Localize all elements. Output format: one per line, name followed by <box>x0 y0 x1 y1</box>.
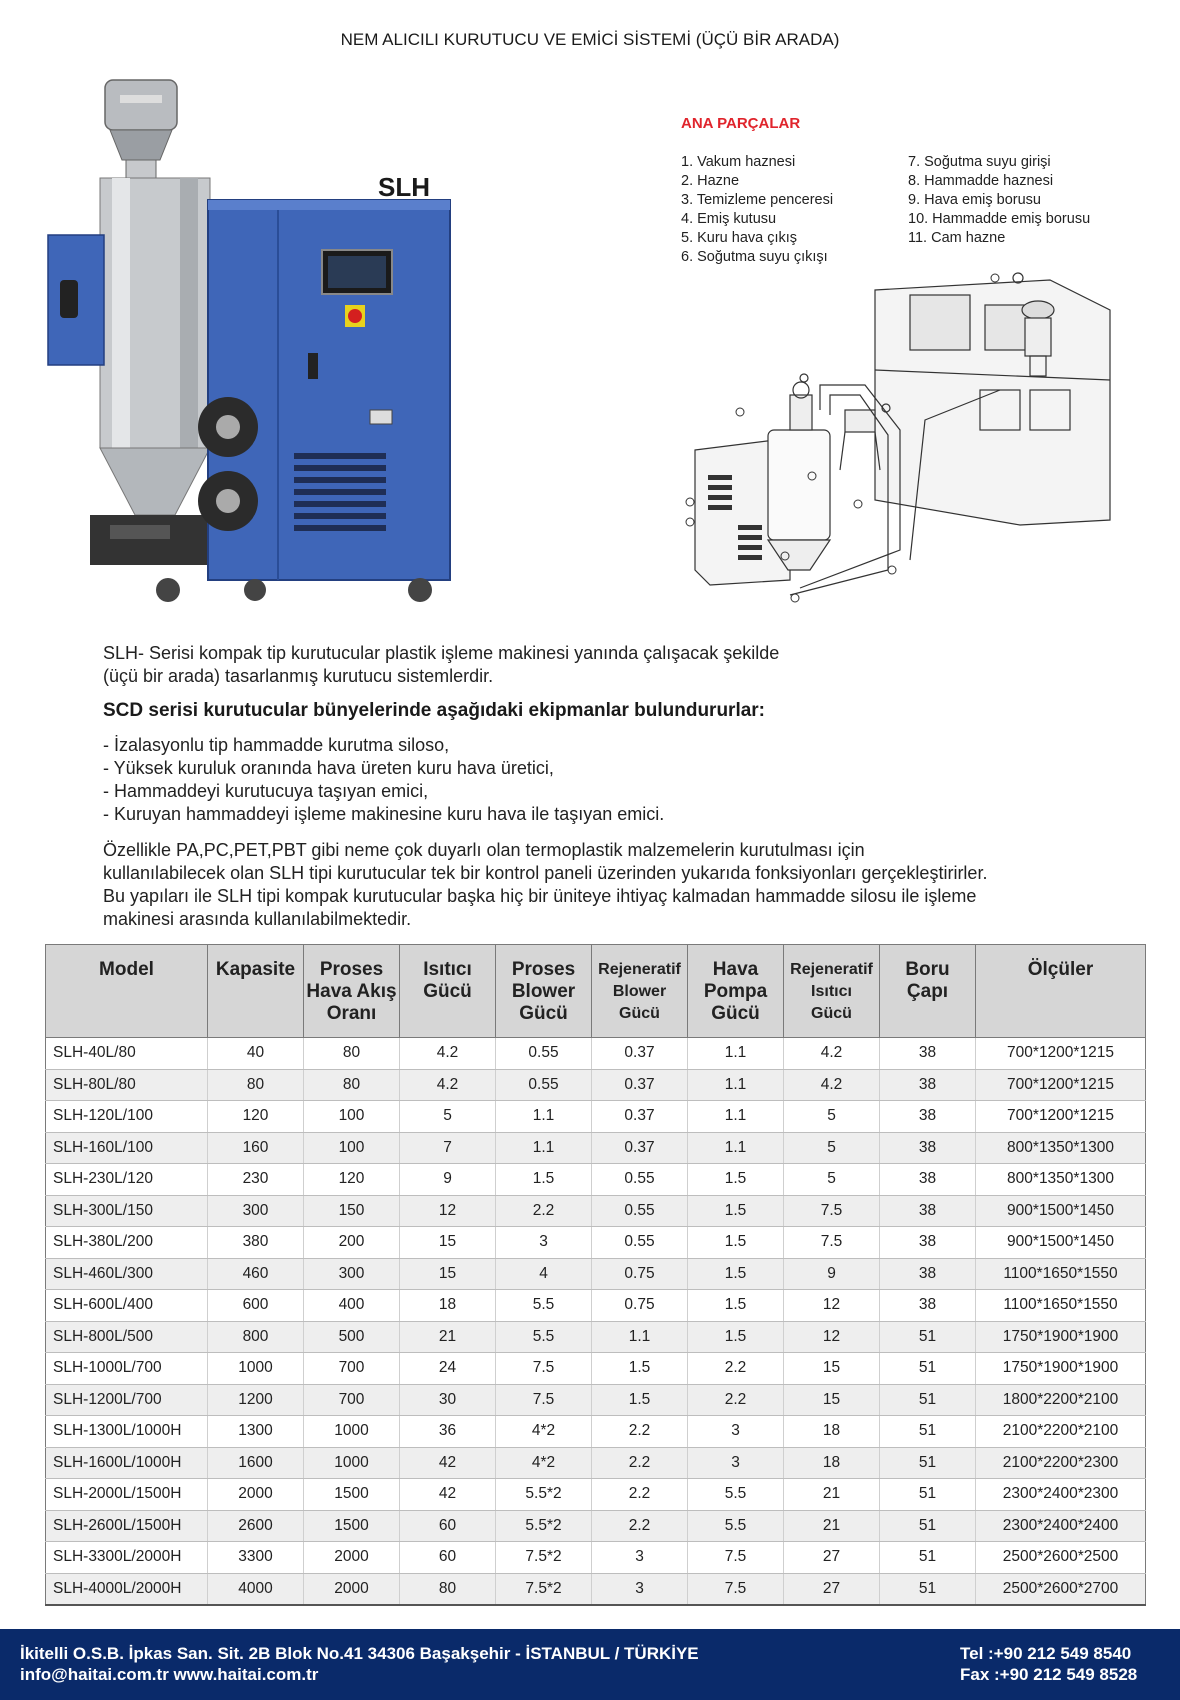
table-cell: SLH-40L/80 <box>46 1038 208 1070</box>
table-cell: 230 <box>208 1164 304 1196</box>
column-header: Model <box>46 945 208 1038</box>
table-cell: 1.1 <box>688 1101 784 1133</box>
list-item: - Kuruyan hammaddeyi işleme makinesine kuru hava ile taşıyan emici. <box>103 804 665 824</box>
table-cell: 7.5*2 <box>496 1542 592 1574</box>
table-row <box>46 1447 1146 1479</box>
table-cell: 0.75 <box>592 1258 688 1290</box>
table-cell: SLH-1000L/700 <box>46 1353 208 1385</box>
table-cell: 4*2 <box>496 1447 592 1479</box>
table-cell: 80 <box>304 1069 400 1101</box>
table-cell: 51 <box>880 1510 976 1542</box>
table-row <box>46 1479 1146 1511</box>
table-cell: 100 <box>304 1132 400 1164</box>
table-cell: 4*2 <box>496 1416 592 1448</box>
footer <box>0 1629 1180 1700</box>
table-cell: 80 <box>304 1038 400 1070</box>
table-cell: 7.5 <box>688 1573 784 1605</box>
table-cell: 7.5 <box>496 1384 592 1416</box>
table-row <box>46 1290 1146 1322</box>
part-item: 11. Cam hazne <box>908 230 1006 246</box>
intro-text: SLH- Serisi kompak tip kurutucular plastik işleme makinesi yanında çalışacak şekilde (üçü bir arada) tasarlanmış kurutucu sistemlerdir. <box>103 643 780 686</box>
table-cell: 21 <box>400 1321 496 1353</box>
part-item: 7. Soğutma suyu girişi <box>908 154 1051 170</box>
table-cell: 51 <box>880 1447 976 1479</box>
table-cell: SLH-4000L/2000H <box>46 1573 208 1605</box>
table-cell: 80 <box>400 1573 496 1605</box>
table-cell: 1.5 <box>688 1321 784 1353</box>
table-cell: 7.5 <box>784 1195 880 1227</box>
table-cell: 380 <box>208 1227 304 1259</box>
part-item: 4. Emiş kutusu <box>681 211 777 227</box>
table-cell: 2100*2200*2300 <box>976 1447 1146 1479</box>
table-cell: SLH-120L/100 <box>46 1101 208 1133</box>
equipment-list <box>103 734 1103 826</box>
column-header: Ölçüler <box>976 945 1146 1038</box>
table-cell: 24 <box>400 1353 496 1385</box>
table-cell: 36 <box>400 1416 496 1448</box>
table-cell: 0.75 <box>592 1290 688 1322</box>
part-item: 6. Soğutma suyu çıkışı <box>681 249 828 265</box>
product-photo <box>40 65 480 615</box>
table-cell: 5 <box>784 1132 880 1164</box>
table-cell: 5.5*2 <box>496 1479 592 1511</box>
page-title: NEM ALICILI KURUTUCU VE EMİCİ SİSTEMİ (ÜÇÜ BİR ARADA) <box>340 30 840 49</box>
table-cell: 2500*2600*2500 <box>976 1542 1146 1574</box>
table-cell: 0.55 <box>592 1227 688 1259</box>
table-cell: 4 <box>496 1258 592 1290</box>
table-cell: 38 <box>880 1227 976 1259</box>
part-item: 5. Kuru hava çıkış <box>681 230 798 246</box>
table-cell: 5.5 <box>496 1321 592 1353</box>
table-cell: 0.55 <box>592 1164 688 1196</box>
table-cell: 3 <box>688 1416 784 1448</box>
table-cell: 120 <box>304 1164 400 1196</box>
table-cell: 18 <box>784 1416 880 1448</box>
table-cell: 27 <box>784 1542 880 1574</box>
table-cell: 21 <box>784 1479 880 1511</box>
table-cell: 3300 <box>208 1542 304 1574</box>
table-row <box>46 1510 1146 1542</box>
table-cell: 0.37 <box>592 1069 688 1101</box>
table-cell: 900*1500*1450 <box>976 1195 1146 1227</box>
table-row <box>46 1353 1146 1385</box>
table-cell: 7.5*2 <box>496 1573 592 1605</box>
table-cell: SLH-800L/500 <box>46 1321 208 1353</box>
table-cell: 1300 <box>208 1416 304 1448</box>
table-cell: 5.5 <box>688 1479 784 1511</box>
table-cell: 18 <box>784 1447 880 1479</box>
table-cell: 12 <box>400 1195 496 1227</box>
table-cell: 1750*1900*1900 <box>976 1353 1146 1385</box>
table-cell: 2.2 <box>688 1384 784 1416</box>
table-cell: 3 <box>496 1227 592 1259</box>
table-cell: 4.2 <box>784 1038 880 1070</box>
table-cell: 1100*1650*1550 <box>976 1258 1146 1290</box>
table-cell: 1000 <box>208 1353 304 1385</box>
table-cell: 1750*1900*1900 <box>976 1321 1146 1353</box>
table-cell: 700*1200*1215 <box>976 1069 1146 1101</box>
table-cell: SLH-460L/300 <box>46 1258 208 1290</box>
table-cell: 2.2 <box>688 1353 784 1385</box>
table-cell: 800 <box>208 1321 304 1353</box>
table-cell: 700*1200*1215 <box>976 1038 1146 1070</box>
table-cell: 51 <box>880 1384 976 1416</box>
table-cell: 2.2 <box>496 1195 592 1227</box>
table-cell: 160 <box>208 1132 304 1164</box>
column-header: Proses Blower Gücü <box>496 945 592 1038</box>
column-header: Hava Pompa Gücü <box>688 945 784 1038</box>
table-row <box>46 1101 1146 1133</box>
table-cell: 12 <box>784 1290 880 1322</box>
table-cell: 4.2 <box>784 1069 880 1101</box>
table-cell: 1.1 <box>496 1101 592 1133</box>
table-cell: SLH-300L/150 <box>46 1195 208 1227</box>
table-cell: 9 <box>784 1258 880 1290</box>
table-cell: 0.37 <box>592 1101 688 1133</box>
table-cell: SLH-600L/400 <box>46 1290 208 1322</box>
table-row <box>46 1038 1146 1070</box>
table-row <box>46 1258 1146 1290</box>
table-cell: 2300*2400*2400 <box>976 1510 1146 1542</box>
detail-text: Özellikle PA,PC,PET,PBT gibi neme çok duyarlı olan termoplastik malzemelerin kurutulması için kullanılabilecek olan SLH tipi kurutucular tek bir kontrol paneli üzerinden yukarıda fonksiyonları gerçekleştirirler. Bu yapıları ile SLH tipi kompak kurutucular başka hiç bir üniteye ihtiyaç kalmadan hammadde silosu ile işleme makinesi arasında kullanılabilmektedir. <box>103 840 988 929</box>
table-cell: 15 <box>400 1227 496 1259</box>
table-cell: 5 <box>784 1101 880 1133</box>
table-cell: 15 <box>784 1384 880 1416</box>
table-cell: 1500 <box>304 1510 400 1542</box>
table-cell: 2000 <box>208 1479 304 1511</box>
table-cell: 1.1 <box>496 1132 592 1164</box>
table-cell: SLH-160L/100 <box>46 1132 208 1164</box>
table-cell: 51 <box>880 1479 976 1511</box>
table-cell: 7.5 <box>784 1227 880 1259</box>
table-cell: 42 <box>400 1447 496 1479</box>
table-cell: 15 <box>784 1353 880 1385</box>
parts-list-1 <box>681 153 833 267</box>
table-cell: 51 <box>880 1573 976 1605</box>
table-cell: 15 <box>400 1258 496 1290</box>
table-cell: 5 <box>400 1101 496 1133</box>
table-cell: 1500 <box>304 1479 400 1511</box>
table-cell: 120 <box>208 1101 304 1133</box>
table-cell: 12 <box>784 1321 880 1353</box>
table-cell: 7 <box>400 1132 496 1164</box>
table-cell: 4.2 <box>400 1069 496 1101</box>
part-item: 8. Hammadde haznesi <box>908 173 1054 189</box>
spec-table <box>45 944 1146 1606</box>
table-cell: 38 <box>880 1258 976 1290</box>
table-cell: 0.55 <box>592 1195 688 1227</box>
table-cell: 800*1350*1300 <box>976 1164 1146 1196</box>
table-cell: 400 <box>304 1290 400 1322</box>
table-cell: 700*1200*1215 <box>976 1101 1146 1133</box>
table-cell: 1.5 <box>688 1258 784 1290</box>
table-cell: 1000 <box>304 1447 400 1479</box>
table-cell: 1800*2200*2100 <box>976 1384 1146 1416</box>
table-row <box>46 1069 1146 1101</box>
table-cell: 38 <box>880 1195 976 1227</box>
table-cell: 1.5 <box>688 1164 784 1196</box>
table-cell: SLH-230L/120 <box>46 1164 208 1196</box>
table-cell: 700 <box>304 1353 400 1385</box>
parts-list-2 <box>908 153 1090 248</box>
part-item: 2. Hazne <box>681 173 740 189</box>
table-cell: 18 <box>400 1290 496 1322</box>
table-cell: 300 <box>208 1195 304 1227</box>
footer-address: İkitelli O.S.B. İpkas San. Sit. 2B Blok No.41 34306 Başakşehir - İSTANBUL / TÜRKİYE <box>20 1644 699 1663</box>
table-cell: SLH-1300L/1000H <box>46 1416 208 1448</box>
table-cell: 460 <box>208 1258 304 1290</box>
table-row <box>46 1416 1146 1448</box>
table-row <box>46 1321 1146 1353</box>
table-cell: 27 <box>784 1573 880 1605</box>
table-cell: 7.5 <box>688 1542 784 1574</box>
table-cell: 1.5 <box>496 1164 592 1196</box>
table-cell: 51 <box>880 1416 976 1448</box>
table-cell: 1.5 <box>688 1290 784 1322</box>
table-cell: 5 <box>784 1164 880 1196</box>
column-header: Kapasite <box>208 945 304 1038</box>
table-cell: 2.2 <box>592 1510 688 1542</box>
table-row <box>46 1195 1146 1227</box>
table-cell: 51 <box>880 1542 976 1574</box>
table-cell: 38 <box>880 1164 976 1196</box>
table-cell: 2600 <box>208 1510 304 1542</box>
footer-tel: Tel :+90 212 549 8540 <box>960 1644 1132 1663</box>
table-cell: 0.55 <box>496 1069 592 1101</box>
column-header: Rejeneratif Isıtıcı Gücü <box>784 945 880 1038</box>
table-cell: 1.5 <box>592 1353 688 1385</box>
table-row <box>46 1227 1146 1259</box>
table-cell: 150 <box>304 1195 400 1227</box>
table-cell: 51 <box>880 1353 976 1385</box>
table-cell: 800*1350*1300 <box>976 1132 1146 1164</box>
table-cell: 30 <box>400 1384 496 1416</box>
column-header: Rejeneratif Blower Gücü <box>592 945 688 1038</box>
system-schematic <box>680 270 1120 610</box>
table-cell: 1.5 <box>592 1384 688 1416</box>
table-cell: 300 <box>304 1258 400 1290</box>
table-cell: 900*1500*1450 <box>976 1227 1146 1259</box>
table-cell: 42 <box>400 1479 496 1511</box>
table-cell: 1.5 <box>688 1195 784 1227</box>
list-item: - İzalasyonlu tip hammadde kurutma siloso, <box>103 735 450 755</box>
list-item: - Yüksek kuruluk oranında hava üreten kuru hava üretici, <box>103 758 554 778</box>
table-row <box>46 1542 1146 1574</box>
table-cell: 5.5*2 <box>496 1510 592 1542</box>
table-cell: 9 <box>400 1164 496 1196</box>
equipment-heading: SCD serisi kurutucular bünyelerinde aşağıdaki ekipmanlar bulundururlar: <box>103 700 766 721</box>
table-cell: 38 <box>880 1101 976 1133</box>
table-cell: 1.1 <box>592 1321 688 1353</box>
table-cell: 0.55 <box>496 1038 592 1070</box>
table-cell: SLH-80L/80 <box>46 1069 208 1101</box>
part-item: 10. Hammadde emiş borusu <box>908 211 1091 227</box>
table-cell: 2300*2400*2300 <box>976 1479 1146 1511</box>
table-cell: 2500*2600*2700 <box>976 1573 1146 1605</box>
table-row <box>46 1573 1146 1605</box>
footer-fax: Fax :+90 212 549 8528 <box>960 1665 1138 1684</box>
table-row <box>46 1384 1146 1416</box>
table-cell: 5.5 <box>496 1290 592 1322</box>
table-cell: 1600 <box>208 1447 304 1479</box>
table-cell: 4000 <box>208 1573 304 1605</box>
table-cell: 2100*2200*2100 <box>976 1416 1146 1448</box>
table-cell: 1100*1650*1550 <box>976 1290 1146 1322</box>
table-cell: 2000 <box>304 1542 400 1574</box>
table-cell: 51 <box>880 1321 976 1353</box>
parts-title: ANA PARÇALAR <box>681 115 801 132</box>
table-cell: SLH-1200L/700 <box>46 1384 208 1416</box>
table-cell: 100 <box>304 1101 400 1133</box>
part-item: 1. Vakum haznesi <box>681 154 796 170</box>
model-label: SLH <box>378 172 430 202</box>
table-cell: SLH-2600L/1500H <box>46 1510 208 1542</box>
column-header: Proses Hava Akış Oranı <box>304 945 400 1038</box>
part-item: 9. Hava emiş borusu <box>908 192 1041 208</box>
table-cell: 3 <box>688 1447 784 1479</box>
table-cell: 200 <box>304 1227 400 1259</box>
table-cell: 2.2 <box>592 1479 688 1511</box>
table-cell: 40 <box>208 1038 304 1070</box>
table-cell: SLH-2000L/1500H <box>46 1479 208 1511</box>
table-cell: SLH-3300L/2000H <box>46 1542 208 1574</box>
table-cell: 3 <box>592 1573 688 1605</box>
table-cell: 2000 <box>304 1573 400 1605</box>
table-cell: 2.2 <box>592 1447 688 1479</box>
table-cell: 1.1 <box>688 1069 784 1101</box>
table-cell: 7.5 <box>496 1353 592 1385</box>
table-cell: 60 <box>400 1542 496 1574</box>
table-cell: 1.1 <box>688 1038 784 1070</box>
list-item: - Hammaddeyi kurutucuya taşıyan emici, <box>103 781 429 801</box>
table-cell: SLH-1600L/1000H <box>46 1447 208 1479</box>
table-cell: 1.5 <box>688 1227 784 1259</box>
table-cell: 1200 <box>208 1384 304 1416</box>
table-cell: SLH-380L/200 <box>46 1227 208 1259</box>
table-row <box>46 1132 1146 1164</box>
table-cell: 4.2 <box>400 1038 496 1070</box>
table-cell: 700 <box>304 1384 400 1416</box>
table-cell: 600 <box>208 1290 304 1322</box>
table-body <box>46 1038 1146 1606</box>
table-cell: 38 <box>880 1038 976 1070</box>
table-header-row <box>46 945 1146 1038</box>
table-cell: 500 <box>304 1321 400 1353</box>
table-row <box>46 1164 1146 1196</box>
column-header: Isıtıcı Gücü <box>400 945 496 1038</box>
footer-web: info@haitai.com.tr www.haitai.com.tr <box>20 1665 319 1684</box>
table-cell: 38 <box>880 1290 976 1322</box>
column-header: Boru Çapı <box>880 945 976 1038</box>
table-cell: 21 <box>784 1510 880 1542</box>
table-cell: 5.5 <box>688 1510 784 1542</box>
table-cell: 0.37 <box>592 1038 688 1070</box>
table-cell: 38 <box>880 1069 976 1101</box>
table-cell: 0.37 <box>592 1132 688 1164</box>
table-cell: 60 <box>400 1510 496 1542</box>
table-cell: 80 <box>208 1069 304 1101</box>
part-item: 3. Temizleme penceresi <box>681 192 834 208</box>
table-cell: 38 <box>880 1132 976 1164</box>
table-cell: 1.1 <box>688 1132 784 1164</box>
table-cell: 2.2 <box>592 1416 688 1448</box>
table-cell: 1000 <box>304 1416 400 1448</box>
table-cell: 3 <box>592 1542 688 1574</box>
